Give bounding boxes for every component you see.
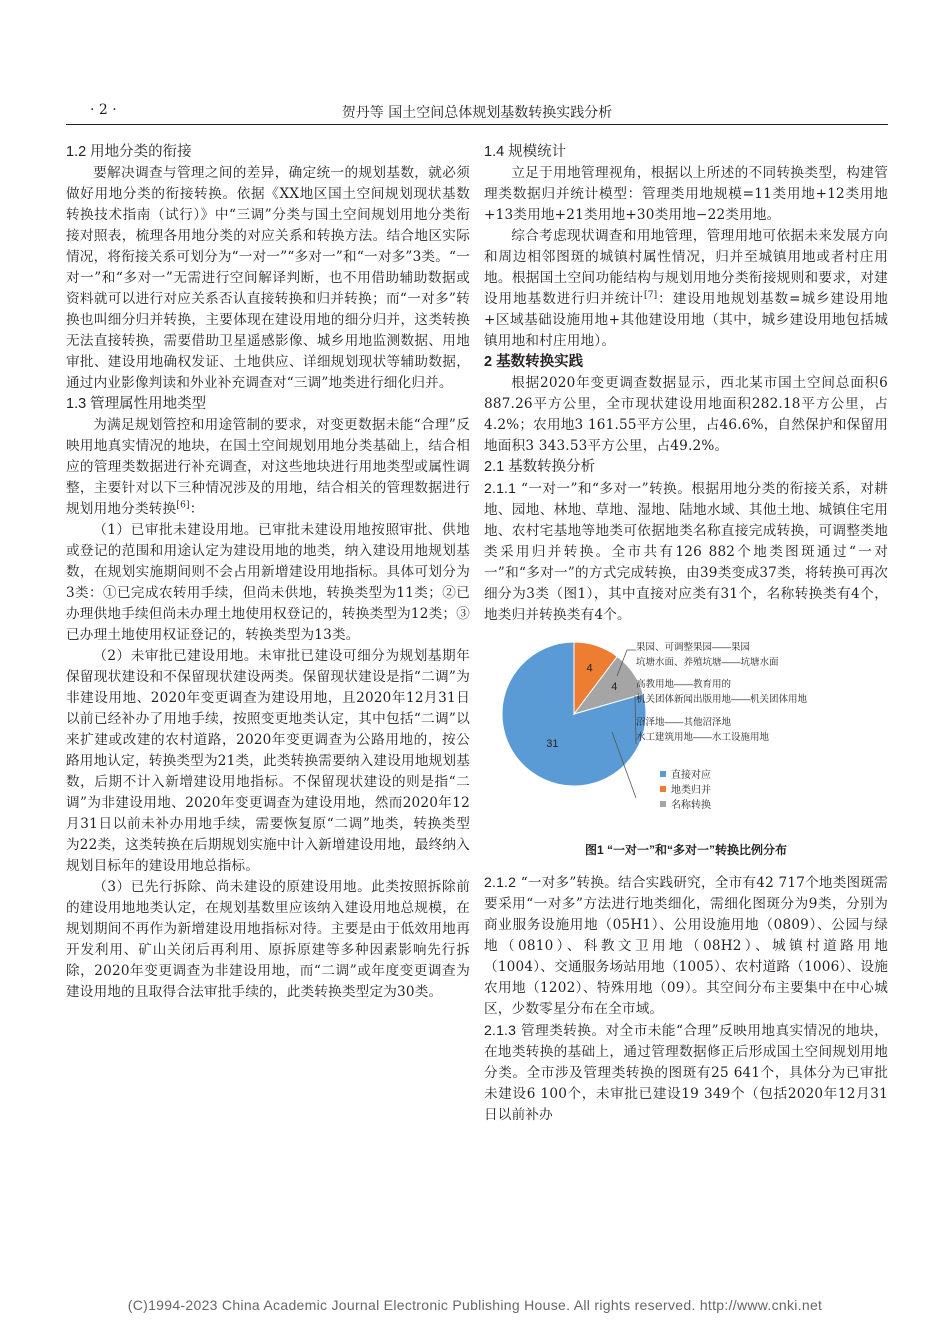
para-text-end: ：建设用地规划基数=城乡建设用地+区域基础设施用地+其他建设用地（其中，城乡建设用地包括城镇用地和村庄用地）。: [484, 291, 888, 349]
para-text: 对全市未能“合理”反映用地真实情况的地块，在地类转换的基础上，通过管理数据修正后形成国土空间规划用地分类。全市涉及管理类转换的图斑有25 641个，具体分为已审批未建设6 100个，未审批已建设19 349个（包括2020年12月31日以前补办: [484, 1023, 888, 1123]
section-1-3-para-4: （3）已先行拆除、尚未建设的原建设用地。此类按照拆除前的建设用地地类认定，在规划基数里应该纳入建设用地总规模，在规划期间不再作为新增建设用地指标对待。主要是由于低效用地再开发利用、矿山关闭后再利用、原拆原建等多种因素影响先行拆除，2020年变更调查为非建设用地，而“二调”或年度变更调查为建设用地的且取得合法审批手续的，此类转换类型定为30类。: [66, 879, 470, 1000]
para-text: 根据用地分类的衔接关系，对耕地、园地、林地、草地、湿地、陆地水域、其他土地、城镇住宅用地、农村宅基地等地类可依据地类名称直接完成转换，可调整类地类采用归并转换。全市共有126 882个地类图斑通过“一对一”和“多对一”的方式完成转换，由39类变成37类，将转换可再次细分为3类（图1），其中直接对应类有31个，名称转换类有4个，地类归并转换类有4个。: [484, 481, 888, 623]
annotation-4: 机关团体新闻出版用地——机关团体用地: [636, 694, 808, 705]
legend-label-3: 名称转换: [671, 800, 711, 811]
right-column: [484, 142, 888, 1126]
pie-data-label-2: 4: [586, 662, 593, 675]
section-1-4-para-1: 立足于用地管理视角，根据以上所述的不同转换类型，构建管理类数据归并统计模型：管理类用地规模=11类用地+12类用地+13类用地+21类用地+30类用地−22类用地。: [484, 165, 888, 223]
subsection-number: 2.1.1: [484, 480, 517, 496]
legend-swatch-2: [660, 786, 666, 792]
section-1-3-para-1: [66, 415, 470, 520]
para-text-end: ：: [189, 501, 204, 517]
citation-7[interactable]: [7]: [644, 290, 658, 301]
section-1-2-para: 要解决调查与管理之间的差异，确定统一的规划基数，就必须做好用地分类的衔接转换。依据《XX地区国土空间规划现状基数转换技术指南（试行）》中“三调”分类与国土空间规划用地分类衔接对照表，梳理各用地分类的对应关系和转换方法。结合地区实际情况，将衔接关系可划分为“一对一”“多对一”和“一对多”3类。“一对一”和“多对一”无需进行空间解译判断，也不用借助辅助数据或资料就可以进行对应关系否认直接转换和归并转换；而“一对多”转换也叫细分归并转换，主要体现在建设用地的细分归并，这类转换无法直接转换，需要借助卫星遥感影像、城乡用地监测数据、用地审批、建设用地确权发证、土地供应、详细规划现状等辅助数据，通过内业影像判读和外业补充调查对“三调”地类进行细化归并。: [66, 165, 470, 391]
legend-label-2: 地类归并: [671, 785, 711, 796]
page-number: · 2 ·: [90, 102, 117, 118]
subsection-number: 2.1.2: [484, 874, 517, 890]
figure-1: [484, 636, 888, 836]
section-2-1-3-para: [484, 1020, 888, 1126]
section-2-para-1: 根据2020年变更调查数据显示，西北某市国土空间总面积6 887.26平方公里，全市现状建设用地面积282.18平方公里，占4.2%；农用地3 161.55平方公里，占46.6%，自然保护和保留用地面积3 343.53平方公里，占49.2%。: [484, 375, 888, 454]
annotation-3: 高教用地——教育用的: [636, 679, 732, 690]
pie-legend: [660, 768, 711, 811]
section-1-3-title: 1.3 管理属性用地类型: [66, 396, 207, 412]
annotation-2: 坑塘水面、养殖坑塘——坑塘水面: [636, 657, 779, 668]
annotation-5: 沼泽地——其他沼泽地: [636, 717, 732, 728]
section-1-4-title: 1.4 规模统计: [484, 144, 567, 160]
section-1-3-para-3: （2）未审批已建设用地。未审批已建设可细分为规划基期年保留现状建设和不保留现状建设两类。保留现状建设是指“二调”为非建设用地、2020年变更调查为建设用地，且2020年12月31日以前已经补办了用地手续，按照变更地类认定，其中包括“二调”以来扩建或改建的农村道路，2020年变更调查为公路用地的，按公路用地认定，转换类型为21类，此类转换需要纳入建设用地规划基数，后期不计入新增建设用地指标。不保留现状建设的则是指“二调”为非建设用地、2020年变更调查为建设用地，然而2020年12月31日以前未补办用地手续，需要恢复原“二调”地类，转换类型为22类，这类转换在后期规划实施中计入新增建设用地，最终纳入规划目标年的建设用地总指标。: [66, 648, 470, 874]
section-2-1-title: 2.1 基数转换分析: [484, 459, 596, 475]
para-text: 结合实践研究，全市有42 717个地类图斑需要采用“一对多”方法进行地类细化，需细化图斑分为9类，分别为商业服务设施用地（05H1）、公用设施用地（0809）、公园与绿地（0810）、科教文卫用地（08H2）、城镇村道路用地（1004）、交通服务场站用地（1005）、农村道路（1006）、设施农用地（1202）、特殊用地（09）。其空间分布主要集中在中心城区，少数零星分布在全市域。: [484, 875, 889, 1017]
legend-swatch-3: [660, 801, 666, 807]
pie-data-label-3: 4: [611, 681, 618, 694]
annotation-1: 果园、可调整果园——果园: [636, 642, 751, 653]
section-2-title: 2 基数转换实践: [484, 354, 584, 370]
subsection-title: “一对一”和“多对一”转换。: [520, 481, 692, 497]
section-1-2-title: 1.2 用地分类的衔接: [66, 144, 192, 160]
para-text: 为满足规划管控和用途管制的要求，对变更数据未能“合理”反映用地真实情况的地块，在国土空间规划用地分类基础上，结合相应的管理类数据进行补充调查，对这些地块进行用地类型或属性调整，主要针对以下三种情况涉及的用地，结合相关的管理数据进行规划用地分类转换: [66, 417, 470, 517]
running-title: 贺丹等 国土空间总体规划基数转换实践分析: [341, 105, 613, 121]
subsection-number: 2.1.3: [484, 1022, 517, 1038]
running-header: [66, 98, 888, 122]
section-2-1-1-para: [484, 478, 888, 626]
pie-slices: [502, 642, 646, 786]
figure-1-caption: 图1 “一对一”和“多对一”转换比例分布: [584, 843, 787, 857]
subsection-title: “一对多”转换。: [520, 875, 619, 891]
pie-chart: [484, 636, 888, 836]
section-1-3-para-2: （1）已审批未建设用地。已审批未建设用地按照审批、供地或登记的范围和用途认定为建设用地的地类，纳入建设用地规划基数，在规划实施期间则不会占用新增建设用地指标。具体可划分为3类：①已完成农转用手续，但尚未供地，转换类型为11类；②已办理供地手续但尚未办理土地使用权登记的，转换类型为12类；③已办理土地使用权证登记的，转换类型为13类。: [66, 522, 470, 643]
citation-6[interactable]: [6]: [176, 500, 190, 511]
section-2-1-2-para: [484, 872, 888, 1020]
pie-data-label-1: 31: [546, 737, 559, 750]
left-column: [66, 142, 470, 1003]
legend-label-1: 直接对应: [671, 770, 711, 781]
annotations: [636, 641, 808, 743]
header-rule: [66, 124, 888, 125]
copyright-footer: (C)1994-2023 China Academic Journal Electronic Publishing House. All rights reserved. http://www.cnki.net: [127, 1297, 823, 1313]
section-1-4-para-2: [484, 226, 888, 352]
para-text: 综合考虑现状调查和用地管理，管理用地可依据未来发展方向和周边相邻图斑的城镇村属性情况，归并至城镇用地或者村庄用地。根据国土空间功能结构与规划用地分类衔接规则和要求，对建设用地基数进行归并统计: [484, 228, 888, 307]
subsection-title: 管理类转换。: [520, 1023, 606, 1039]
annotation-6: 水工建筑用地——水工设施用地: [636, 732, 770, 743]
legend-swatch-1: [660, 771, 666, 777]
